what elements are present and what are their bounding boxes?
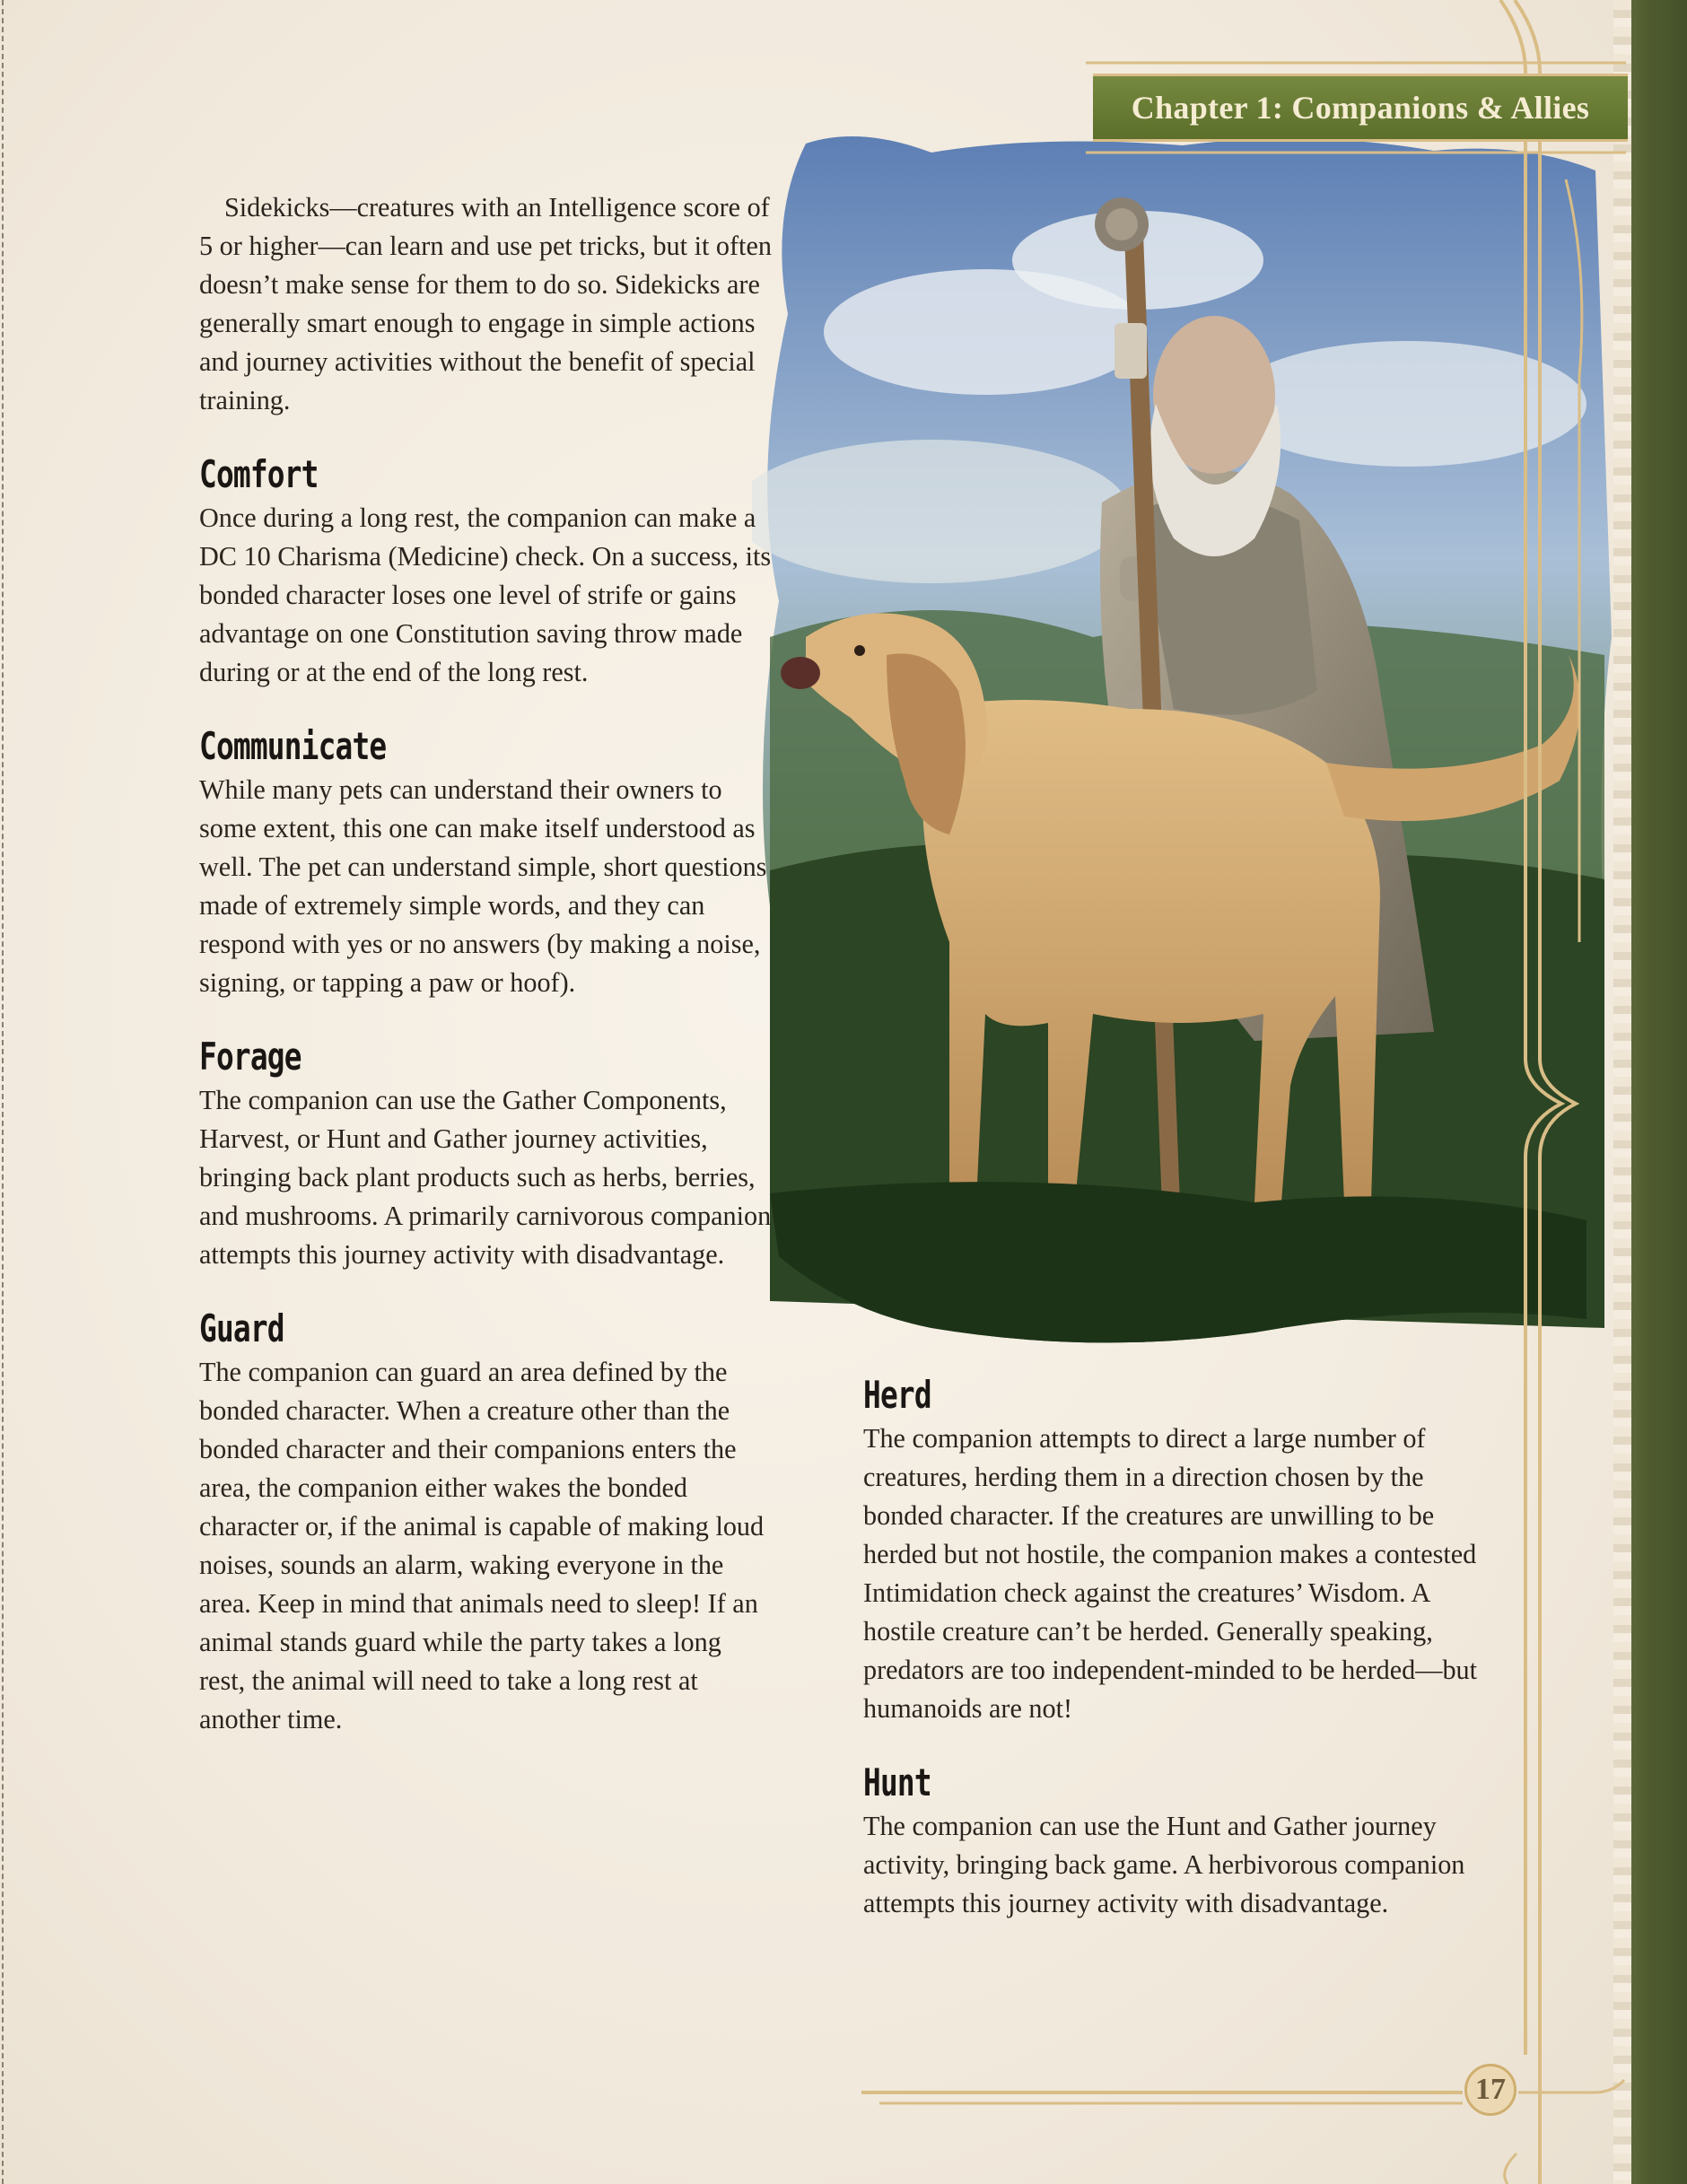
intro-paragraph: Sidekicks—creatures with an Intelligence score of 5 or higher—can learn and use pet tricks, but it often doesn’t make sense for them to do so. Sidekicks are generally smart enough to engage in simple actions and journey activities without the benefit of special training.: [199, 192, 772, 415]
body-communicate: While many pets can understand their owners to some extent, this one can make itself understood as well. The pet can understand simple, short questions made of extremely simple words, and they can respond with yes or no answers (by making a noise, signing, or tapping a paw or hoof).: [199, 774, 767, 998]
body-herd: The companion attempts to direct a large number of creatures, herding them in a direction chosen by the bonded character. If the creatures are unwilling to be herded but not hostile, the companion makes a contested Intimidation check against the creatures’ Wisdom. A hostile creature can’t be herded. Generally speaking, predators are too independent-minded to be herded—but humanoids are not!: [863, 1423, 1478, 1724]
body-guard: The companion can guard an area defined by the bonded character. When a creature other than the bonded character and their companions enters the area, the companion either wakes the bonded character or, if the animal is capable of making loud noises, sounds an alarm, waking everyone in the area. Keep in mind that animals need to sleep! If an animal stands guard while the party takes a long rest, the animal will need to take a long rest at another time.: [199, 1357, 765, 1734]
page-number: [1464, 2064, 1517, 2116]
heading-hunt: Hunt: [863, 1760, 931, 1804]
chapter-title: Chapter 1: Companions & Allies: [1131, 90, 1590, 126]
body-comfort: Once during a long rest, the companion can make a DC 10 Charisma (Medicine) check. On a success, its bonded character loses one level of strife or gains advantage on one Constitution saving throw made during or at the end of the long rest.: [199, 502, 772, 687]
heading-guard: Guard: [199, 1306, 284, 1350]
left-column: [199, 188, 774, 1739]
page-number-text: 17: [1475, 2073, 1506, 2106]
heading-herd: Herd: [863, 1373, 931, 1417]
right-column: [863, 1373, 1500, 1923]
heading-communicate: Communicate: [199, 724, 387, 768]
heading-forage: Forage: [199, 1035, 302, 1079]
body-forage: The companion can use the Gather Components, Harvest, or Hunt and Gather journey activities, bringing back plant products such as herbs, berries, and mushrooms. A primarily carnivorous companion attempts this journey activity with disadvantage.: [199, 1085, 772, 1270]
chapter-banner: [1093, 74, 1628, 142]
heading-comfort: Comfort: [199, 452, 319, 496]
body-hunt: The companion can use the Hunt and Gather journey activity, bringing back game. A herbivorous companion attempts this journey activity with disadvantage.: [863, 1811, 1465, 1918]
